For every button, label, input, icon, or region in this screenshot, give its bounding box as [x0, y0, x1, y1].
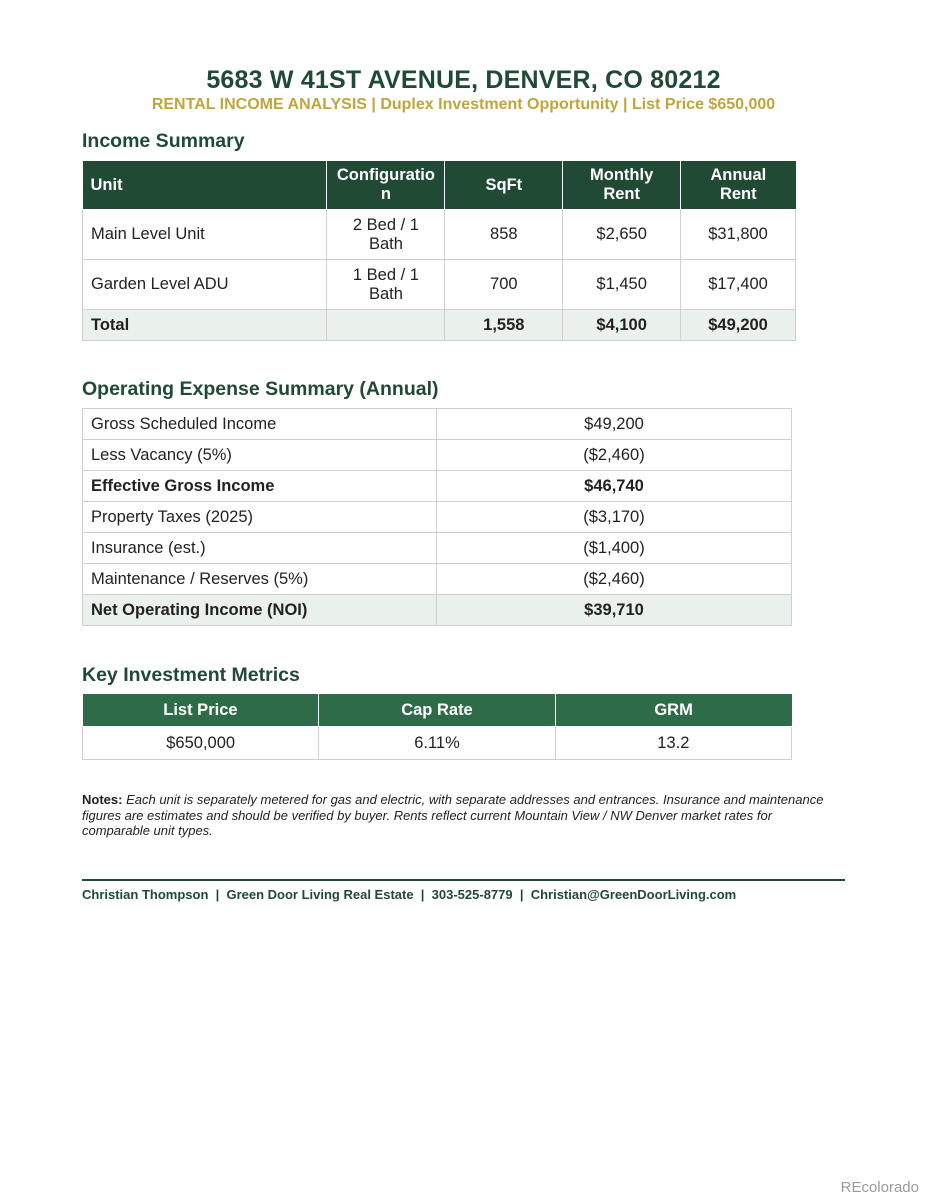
- key-metrics-table: [82, 694, 792, 760]
- key-metrics-heading: Key Investment Metrics: [82, 664, 300, 686]
- footer-divider: [82, 879, 845, 881]
- expense-label: Insurance (est.): [83, 533, 437, 564]
- table-row: [83, 564, 792, 595]
- column-header-cap-rate: Cap Rate: [319, 694, 555, 727]
- table-row: [83, 409, 792, 440]
- table-row: [83, 440, 792, 471]
- expense-label: Effective Gross Income: [83, 471, 437, 502]
- monthly-rent-cell: $1,450: [563, 260, 681, 310]
- column-header-unit: Unit: [83, 161, 327, 210]
- annual-rent-cell: $31,800: [681, 210, 796, 260]
- total-row: [83, 310, 796, 341]
- page-subtitle: RENTAL INCOME ANALYSIS | Duplex Investment Opportunity | List Price $650,000: [151, 96, 776, 113]
- configuration-cell: 2 Bed / 1 Bath: [327, 210, 445, 260]
- income-summary-heading: Income Summary: [82, 130, 245, 152]
- expense-label: Gross Scheduled Income: [83, 409, 437, 440]
- expense-value: ($2,460): [437, 440, 792, 471]
- table-header-row: [83, 161, 796, 210]
- total-config-cell: [327, 310, 445, 341]
- notes-label: Notes:: [82, 792, 123, 807]
- expense-summary-heading: Operating Expense Summary (Annual): [82, 378, 439, 400]
- table-row: [83, 502, 792, 533]
- unit-cell: Main Level Unit: [83, 210, 327, 260]
- watermark: REcolorado: [840, 1179, 919, 1196]
- total-sqft-cell: 1,558: [445, 310, 563, 341]
- column-header-sqft: SqFt: [445, 161, 563, 210]
- expense-value: ($2,460): [437, 564, 792, 595]
- table-row: [83, 471, 792, 502]
- table-row: [83, 260, 796, 310]
- unit-cell: Garden Level ADU: [83, 260, 327, 310]
- total-label: Total: [83, 310, 327, 341]
- notes-text: Each unit is separately metered for gas and electric, with separate addresses and entrances. Insurance and maintenance figures are estimates and should be verified by buyer. Rents reflect current Mountain View / NW Denver market rates for comparable unit types.: [82, 792, 824, 838]
- expense-value: $46,740: [437, 471, 792, 502]
- expense-label: Property Taxes (2025): [83, 502, 437, 533]
- expense-label: Maintenance / Reserves (5%): [83, 564, 437, 595]
- column-header-monthly-rent: Monthly Rent: [563, 161, 681, 210]
- income-summary-table: [82, 161, 796, 341]
- column-header-annual-rent: Annual Rent: [681, 161, 796, 210]
- expense-value: ($1,400): [437, 533, 792, 564]
- annual-rent-cell: $17,400: [681, 260, 796, 310]
- total-monthly-cell: $4,100: [563, 310, 681, 341]
- table-header-row: [83, 694, 792, 727]
- expense-value: $49,200: [437, 409, 792, 440]
- table-row: [83, 727, 792, 760]
- expense-value: ($3,170): [437, 502, 792, 533]
- footer-contact: Christian Thompson | Green Door Living Real Estate | 303-525-8779 | Christian@GreenDoorLiving.com: [82, 887, 737, 902]
- expense-value: $39,710: [437, 595, 792, 626]
- table-row: [83, 210, 796, 260]
- sqft-cell: 858: [445, 210, 563, 260]
- table-row: [83, 533, 792, 564]
- sqft-cell: 700: [445, 260, 563, 310]
- list-price-value: $650,000: [83, 727, 319, 760]
- column-header-list-price: List Price: [83, 694, 319, 727]
- monthly-rent-cell: $2,650: [563, 210, 681, 260]
- expense-label: Net Operating Income (NOI): [83, 595, 437, 626]
- notes: [82, 792, 842, 839]
- configuration-cell: 1 Bed / 1 Bath: [327, 260, 445, 310]
- page-title: 5683 W 41ST AVENUE, DENVER, CO 80212: [206, 66, 721, 94]
- total-annual-cell: $49,200: [681, 310, 796, 341]
- noi-row: [83, 595, 792, 626]
- column-header-configuration: Configuratio n: [327, 161, 445, 210]
- column-header-grm: GRM: [555, 694, 791, 727]
- expense-label: Less Vacancy (5%): [83, 440, 437, 471]
- expense-summary-table: [82, 408, 792, 626]
- grm-value: 13.2: [555, 727, 791, 760]
- cap-rate-value: 6.11%: [319, 727, 555, 760]
